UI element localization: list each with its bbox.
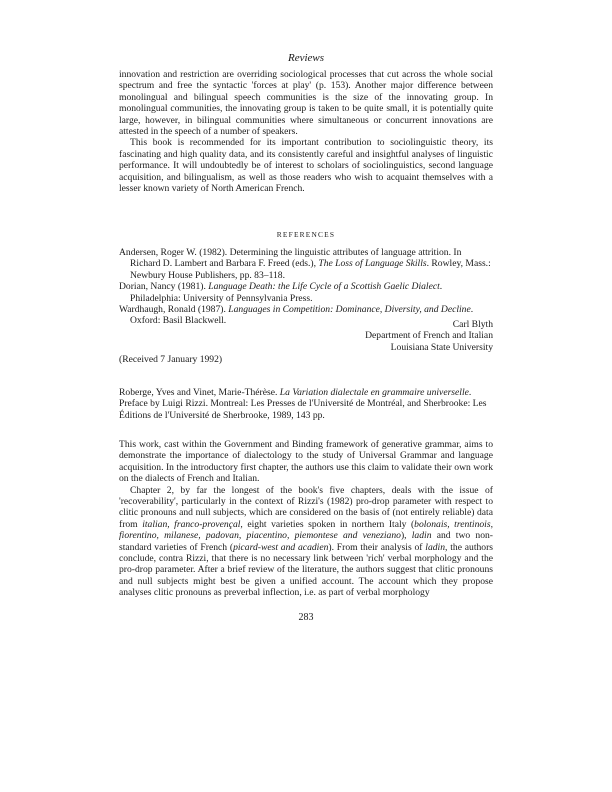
paragraph: Chapter 2, by far the longest of the book's five chapters, deals with the issue of 'recoverability', particularly in the context of Rizzi's (1982) pro-drop parameter with respect to clitic pronouns and null subjects, which are considered on the basis of (not entirely reliable) data from italian, franco-provençal, eight varieties spoken in northern Italy (bolonais, trentinois, fiorentino, milanese, padovan, piacentino, piemontese and veneziano), ladin and two non-standard varieties of French (picard-west and acadien). From their analysis of ladin, the authors conclude, contra Rizzi, that there is no necessary link between 'rich' verbal morphology and the pro-drop parameter. After a brief review of the literature, the authors suggest that clitic pronouns and null subjects might best be given a unified account. The account which they propose analyses clitic pronouns as preverbal inflection, i.e. as part of verbal morphology <box>119 484 494 599</box>
review-body <box>119 439 493 599</box>
reference-entry: Wardhaugh, Ronald (1987). Languages in Competition: Dominance, Diversity, and Decline. Oxford: Basil Blackwell. <box>119 304 474 327</box>
paragraph: This book is recommended for its important contribution to sociolinguistic theory, its fascinating and high quality data, and its consistently careful and insightful analyses of linguistic performance. It will undoubtedly be of interest to scholars of sociolinguistics, second language acquisition, and bilingualism, as well as those readers who wish to acquaint themselves with a lesser known variety of North American French. <box>119 137 493 195</box>
book-citation: Roberge, Yves and Vinet, Marie-Thérèse. La Variation dialectale en grammaire universelle. Preface by Luigi Rizzi. Montreal: Les Presses de l'Université de Montréal, and Sherbrooke: Les Éditions de l'Université de Sherbrooke, 1989, 143 pp. <box>119 387 487 421</box>
paragraph: innovation and restriction are overriding sociological processes that cut across the whole social spectrum and free the syntactic 'forces at play' (p. 153). Another major difference between monolingual and bilingual speech communities is the size of the innovating group. In monolingual communities, the innovating group is taken to be quite small, it is potentially quite large, however, in bilingual communities where simultaneous or concurrent innovations are attested in the speech of a number of speakers. <box>119 69 493 138</box>
book-title: La Variation dialectale en grammaire universelle <box>279 387 469 398</box>
references-heading: REFERENCES <box>276 230 336 239</box>
received-date: (Received 7 January 1992) <box>119 354 223 365</box>
paragraph: This work, cast within the Government and Binding framework of generative grammar, aims to demonstrate the importance of dialectology to the study of Universal Grammar and language acquisition. In the introductory first chapter, the authors use this claim to validate their own work on the dialects of French and Italian. <box>119 439 493 485</box>
review-continuation <box>119 69 493 194</box>
reviewer-signature <box>119 319 493 353</box>
page-number: 283 <box>298 612 314 623</box>
running-head: Reviews <box>287 52 325 64</box>
reference-entry: Andersen, Roger W. (1982). Determining the linguistic attributes of language attrition. In Richard D. Lambert and Barbara F. Freed (eds.), The Loss of Language Skills. Rowley, Mass.: Newbury House Publishers, pp. 83–118. <box>119 247 491 281</box>
reviewer-department: Department of French and Italian <box>365 330 493 342</box>
references-section <box>119 230 493 327</box>
reviewer-name: Carl Blyth <box>452 319 493 330</box>
reference-entry: Dorian, Nancy (1981). Language Death: the Life Cycle of a Scottish Gaelic Dialect. Philadelphia: University of Pennsylvania Press. <box>119 281 443 304</box>
reviewer-university: Louisiana State University <box>390 341 493 353</box>
